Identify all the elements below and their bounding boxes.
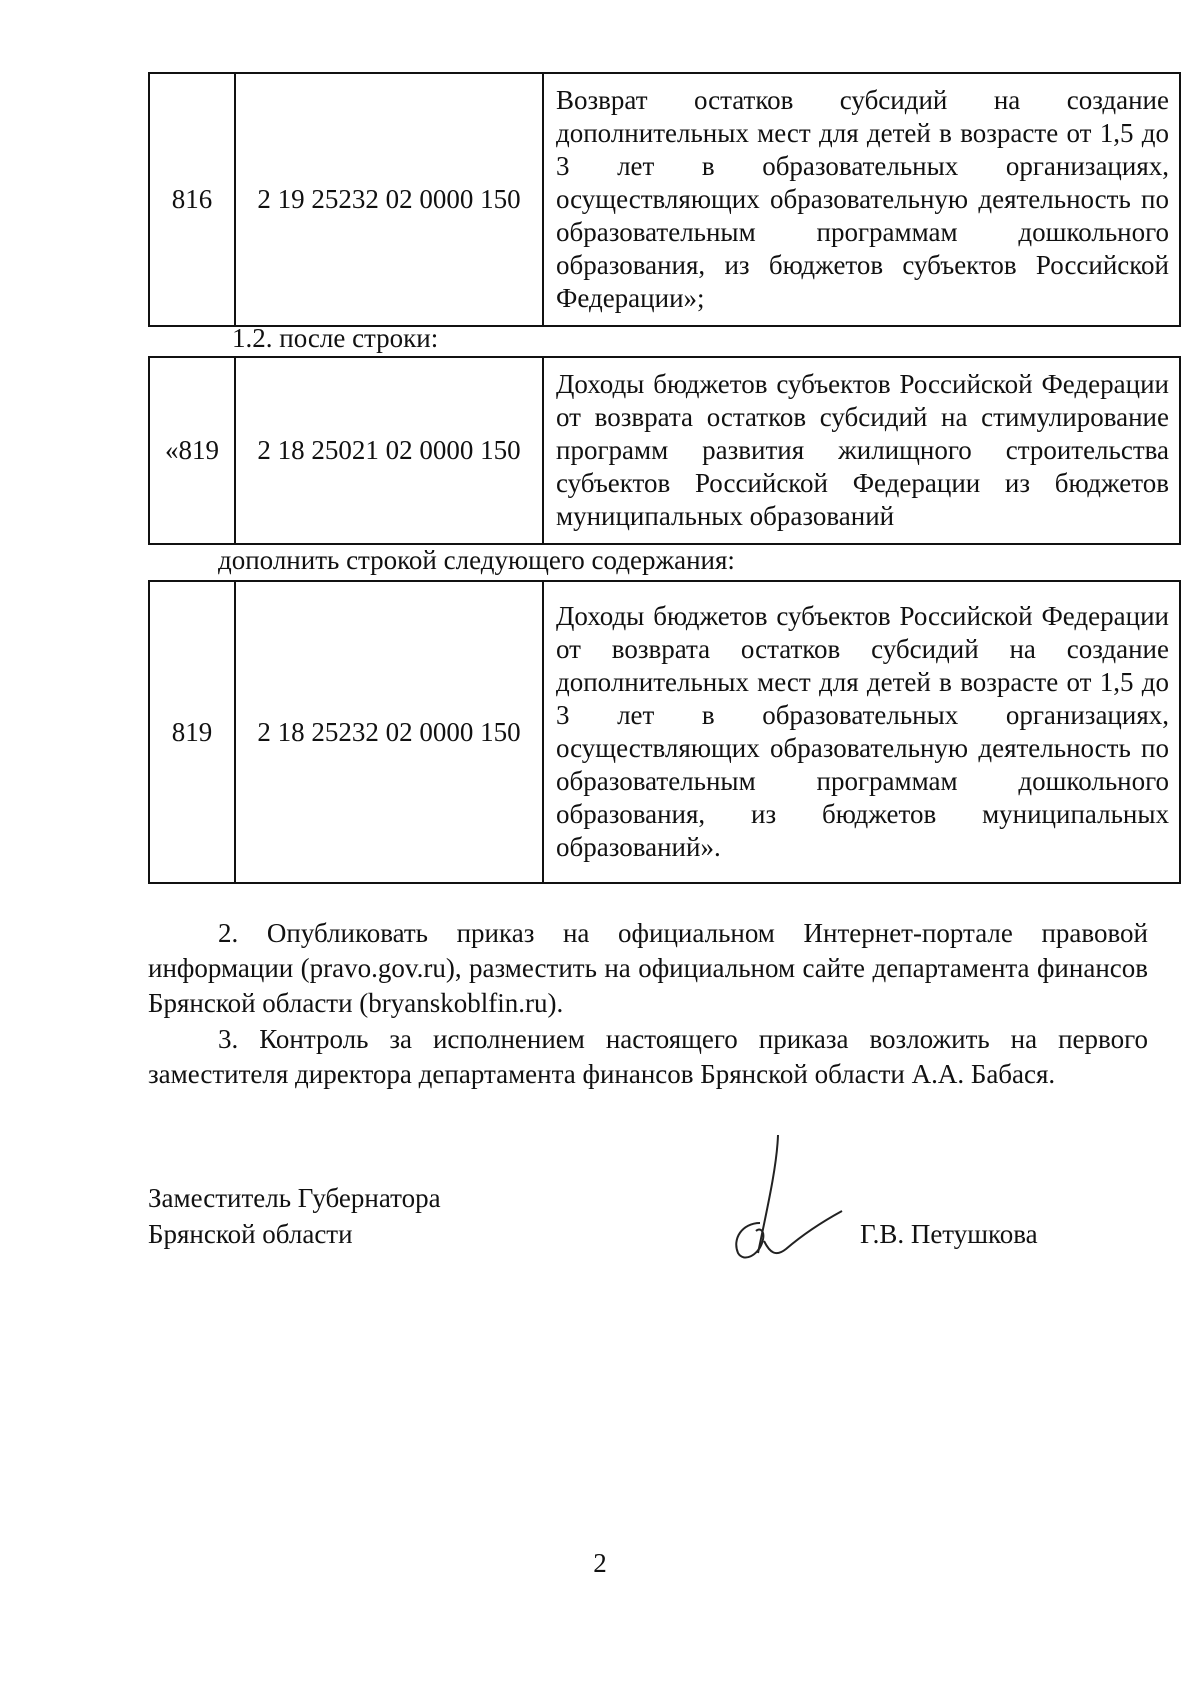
income-description-cell: Доходы бюджетов субъектов Российской Федерации от возврата остатков субсидий на стимулирование программ развития жилищного строительства субъектов Российской Федерации из бюджетов муниципальных образований	[543, 357, 1180, 544]
admin-code-cell: 819	[149, 581, 235, 883]
admin-code-cell: 816	[149, 73, 235, 326]
code-table-2	[148, 356, 1181, 545]
budget-code-cell: 2 18 25021 02 0000 150	[235, 357, 543, 544]
budget-code-cell: 2 18 25232 02 0000 150	[235, 581, 543, 883]
admin-code-cell: «819	[149, 357, 235, 544]
table-row	[149, 581, 1180, 883]
table-row	[149, 73, 1180, 326]
page-number: 2	[593, 1548, 607, 1578]
position-line-2: Брянской области	[148, 1219, 353, 1249]
income-description-cell: Доходы бюджетов субъектов Российской Федерации от возврата остатков субсидий на создание дополнительных мест для детей в возрасте от 1,5 до 3 лет в образовательных организациях, осуществляющих образовательную деятельность по образовательным программам дошкольного образования, из бюджетов муниципальных образований».	[543, 581, 1180, 883]
signatory-name: Г.В. Петушкова	[860, 1219, 1038, 1249]
paragraph-3: 3. Контроль за исполнением настоящего приказа возложить на первого заместителя директора департамента финансов Брянской области А.А. Бабася.	[148, 1024, 1148, 1089]
position-line-1: Заместитель Губернатора	[148, 1183, 441, 1213]
income-description-cell: Возврат остатков субсидий на создание дополнительных мест для детей в возрасте от 1,5 до 3 лет в образовательных организациях, осуществляющих образовательную деятельность по образовательным программам дошкольного образования, из бюджетов субъектов Российской Федерации»;	[543, 73, 1180, 326]
code-table-1	[148, 72, 1181, 327]
table-row	[149, 357, 1180, 544]
signatory-position	[148, 1180, 441, 1252]
caption-add-row: дополнить строкой следующего содержания:	[218, 545, 735, 575]
budget-code-cell: 2 19 25232 02 0000 150	[235, 73, 543, 326]
code-table-3	[148, 580, 1181, 884]
handwritten-signature	[730, 1135, 860, 1265]
paragraph-2: 2. Опубликовать приказ на официальном Интернет-портале правовой информации (pravo.gov.ru), разместить на официальном сайте департамента финансов Брянской области (bryanskoblfin.ru).	[148, 918, 1148, 1018]
caption-after-row: 1.2. после строки:	[232, 323, 439, 353]
